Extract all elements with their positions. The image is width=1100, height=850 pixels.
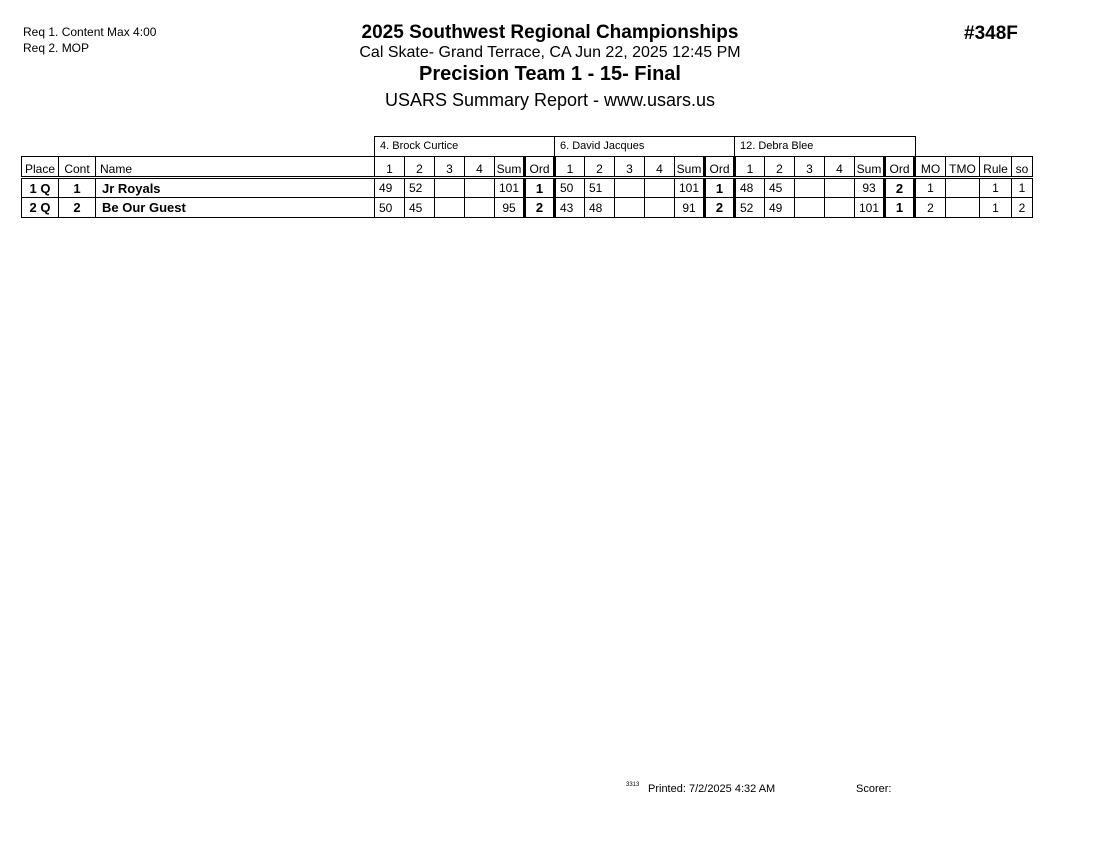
cont-cell: 1 xyxy=(59,178,96,198)
sum-cell: 91 xyxy=(675,198,705,218)
score-cell xyxy=(435,198,465,218)
header-j2-s4: 4 xyxy=(645,157,675,178)
score-cell xyxy=(435,178,465,198)
header-j1-s2: 2 xyxy=(405,157,435,178)
footer-code: 3313 xyxy=(626,782,640,788)
score-cell xyxy=(825,198,855,218)
header-j2-sum: Sum xyxy=(675,157,705,178)
header-cont: Cont xyxy=(59,157,96,178)
header-j1-s3: 3 xyxy=(435,157,465,178)
header-j1-s4: 4 xyxy=(465,157,495,178)
score-cell: 50 xyxy=(375,198,405,218)
rule-cell: 1 xyxy=(980,198,1012,218)
header-j3-s1: 1 xyxy=(735,157,765,178)
score-cell: 51 xyxy=(585,178,615,198)
header-tmo: TMO xyxy=(946,157,980,178)
sum-cell: 93 xyxy=(855,178,885,198)
team-name-cell: Jr Royals xyxy=(96,178,375,198)
so-cell: 2 xyxy=(1012,198,1033,218)
score-cell: 48 xyxy=(585,198,615,218)
table-row xyxy=(22,178,1033,198)
results-table xyxy=(21,156,1033,218)
scorer-label: Scorer: xyxy=(856,783,892,795)
header-rule: Rule xyxy=(980,157,1012,178)
mo-cell: 2 xyxy=(915,198,946,218)
judge-header-3: 12. Debra Blee xyxy=(734,136,916,156)
ord-cell: 1 xyxy=(705,178,735,198)
header-so: so xyxy=(1012,157,1033,178)
header-j2-s1: 1 xyxy=(555,157,585,178)
ord-cell: 1 xyxy=(885,198,915,218)
place-cell: 1 Q xyxy=(22,178,59,198)
score-cell xyxy=(615,198,645,218)
sum-cell: 101 xyxy=(495,178,525,198)
score-cell: 45 xyxy=(405,198,435,218)
header-j2-s3: 3 xyxy=(615,157,645,178)
score-cell xyxy=(795,198,825,218)
table-row xyxy=(22,198,1033,218)
score-cell: 50 xyxy=(555,178,585,198)
score-cell xyxy=(465,178,495,198)
event-name: Precision Team 1 - 15- Final xyxy=(419,63,681,85)
ord-cell: 1 xyxy=(525,178,555,198)
ord-cell: 2 xyxy=(525,198,555,218)
score-cell: 43 xyxy=(555,198,585,218)
event-title: 2025 Southwest Regional Championships xyxy=(361,22,739,43)
score-cell: 52 xyxy=(405,178,435,198)
header-place: Place xyxy=(22,157,59,178)
cont-cell: 2 xyxy=(59,198,96,218)
table-header-row xyxy=(22,157,1033,178)
header-j2-s2: 2 xyxy=(585,157,615,178)
header-j3-sum: Sum xyxy=(855,157,885,178)
score-cell: 45 xyxy=(765,178,795,198)
score-cell: 48 xyxy=(735,178,765,198)
header-j1-ord: Ord xyxy=(525,157,555,178)
header-j3-s3: 3 xyxy=(795,157,825,178)
ord-cell: 2 xyxy=(885,178,915,198)
score-cell: 49 xyxy=(375,178,405,198)
judge-header-2: 6. David Jacques xyxy=(554,136,735,156)
ord-cell: 2 xyxy=(705,198,735,218)
so-cell: 1 xyxy=(1012,178,1033,198)
score-cell xyxy=(645,198,675,218)
header-j2-ord: Ord xyxy=(705,157,735,178)
rule-cell: 1 xyxy=(980,178,1012,198)
header-name: Name xyxy=(96,157,375,178)
requirement-2: Req 2. MOP xyxy=(23,41,90,55)
score-cell xyxy=(645,178,675,198)
place-cell: 2 Q xyxy=(22,198,59,218)
sum-cell: 95 xyxy=(495,198,525,218)
score-cell xyxy=(825,178,855,198)
event-number: #348F xyxy=(964,23,1018,44)
mo-cell: 1 xyxy=(915,178,946,198)
judge-header-1: 4. Brock Curtice xyxy=(374,136,555,156)
header-mo: MO xyxy=(915,157,946,178)
score-cell xyxy=(465,198,495,218)
tmo-cell xyxy=(946,198,980,218)
report-name: USARS Summary Report - www.usars.us xyxy=(384,90,716,110)
sum-cell: 101 xyxy=(855,198,885,218)
requirement-1: Req 1. Content Max 4:00 xyxy=(23,25,157,39)
header-j3-s4: 4 xyxy=(825,157,855,178)
score-cell xyxy=(795,178,825,198)
header-j1-s1: 1 xyxy=(375,157,405,178)
header-j3-s2: 2 xyxy=(765,157,795,178)
score-cell: 49 xyxy=(765,198,795,218)
team-name-cell: Be Our Guest xyxy=(96,198,375,218)
sum-cell: 101 xyxy=(675,178,705,198)
header-j1-sum: Sum xyxy=(495,157,525,178)
event-location: Cal Skate- Grand Terrace, CA Jun 22, 2025 12:45 PM xyxy=(359,44,741,61)
header-j3-ord: Ord xyxy=(885,157,915,178)
printed-timestamp: Printed: 7/2/2025 4:32 AM xyxy=(648,783,776,795)
score-cell xyxy=(615,178,645,198)
score-cell: 52 xyxy=(735,198,765,218)
tmo-cell xyxy=(946,178,980,198)
